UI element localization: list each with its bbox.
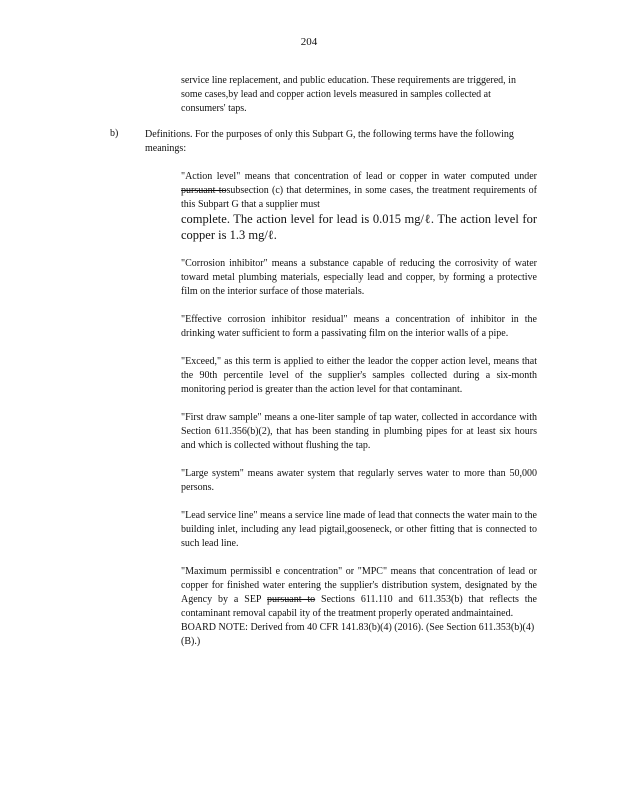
mpc-strikethrough-text: pursuant to [267,594,316,605]
action-level-values: complete. The action level for lead is 0.015 mg/ℓ. The action level for copper is 1.3 mg/ℓ. [181,212,537,242]
definition-corrosion-inhibitor: "Corrosion inhibitor" means a substance capable of reducing the corrosivity of water toward metal plumbing materials, especially lead and copper, by forming a protective film on the interior surface of those materials. [181,258,537,297]
action-level-text-2: subsection (c) that determines, in some cases, the treatment requirements of this Subpart G that a supplier must [181,185,537,210]
action-level-text-1: "Action level" means that concentration of lead or copper in water computed under [181,171,537,182]
mpc-text-2: Sections 611.110 and 611.353(b) that reflects the contaminant removal capabil ity of the treatment properly operated andmaintained. [181,594,537,619]
definition-exceed: "Exceed," as this term is applied to either the leador the copper action level, means that the 90th percentile level of the supplier's samples collected during a six-month monitoring period is greater than the action level for that contaminant. [181,356,537,395]
strikethrough-text: pursuant to [181,185,227,196]
definition-action-level [181,170,537,212]
definitions-heading: Definitions. For the purposes of only this Subpart G, the following terms have the following meanings: [145,129,514,154]
definition-large-system: "Large system" means awater system that regularly serves water to more than 50,000 persons. [181,468,537,493]
definitions-list [181,170,537,649]
definition-mpc [181,565,537,621]
board-note: BOARD NOTE: Derived from 40 CFR 141.83(b)(4) (2016). (See Section 611.353(b)(4)(B).) [181,622,535,647]
definition-lead-service-line: "Lead service line" means a service line made of lead that connects the water main to the building inlet, including any lead pigtail,gooseneck, or other fitting that is connected to such lead line. [181,510,537,549]
section-marker: b) [110,128,119,139]
intro-paragraph: service line replacement, and public education. These requirements are triggered, in some cases,by lead and copper action levels measured in samples collected at consumers' taps. [181,75,516,114]
mpc-text-1: "Maximum permissibl e concentration" or "MPC" means that concentration of lead or copper for finished water entering the supplier's distribution system, designated by the Agency by a SEP [181,566,537,605]
definition-first-draw-sample: "First draw sample" means a one-liter sample of tap water, collected in accordance with Section 611.356(b)(2), that has been standing in plumbing pipes for at least six hours and which is collected without flushing the tap. [181,412,537,451]
page-number: 204 [300,36,318,48]
definition-effective-corrosion-inhibitor-residual: "Effective corrosion inhibitor residual" means a concentration of inhibitor in the drinking water sufficient to form a passivating film on the interior walls of a pipe. [181,314,537,339]
